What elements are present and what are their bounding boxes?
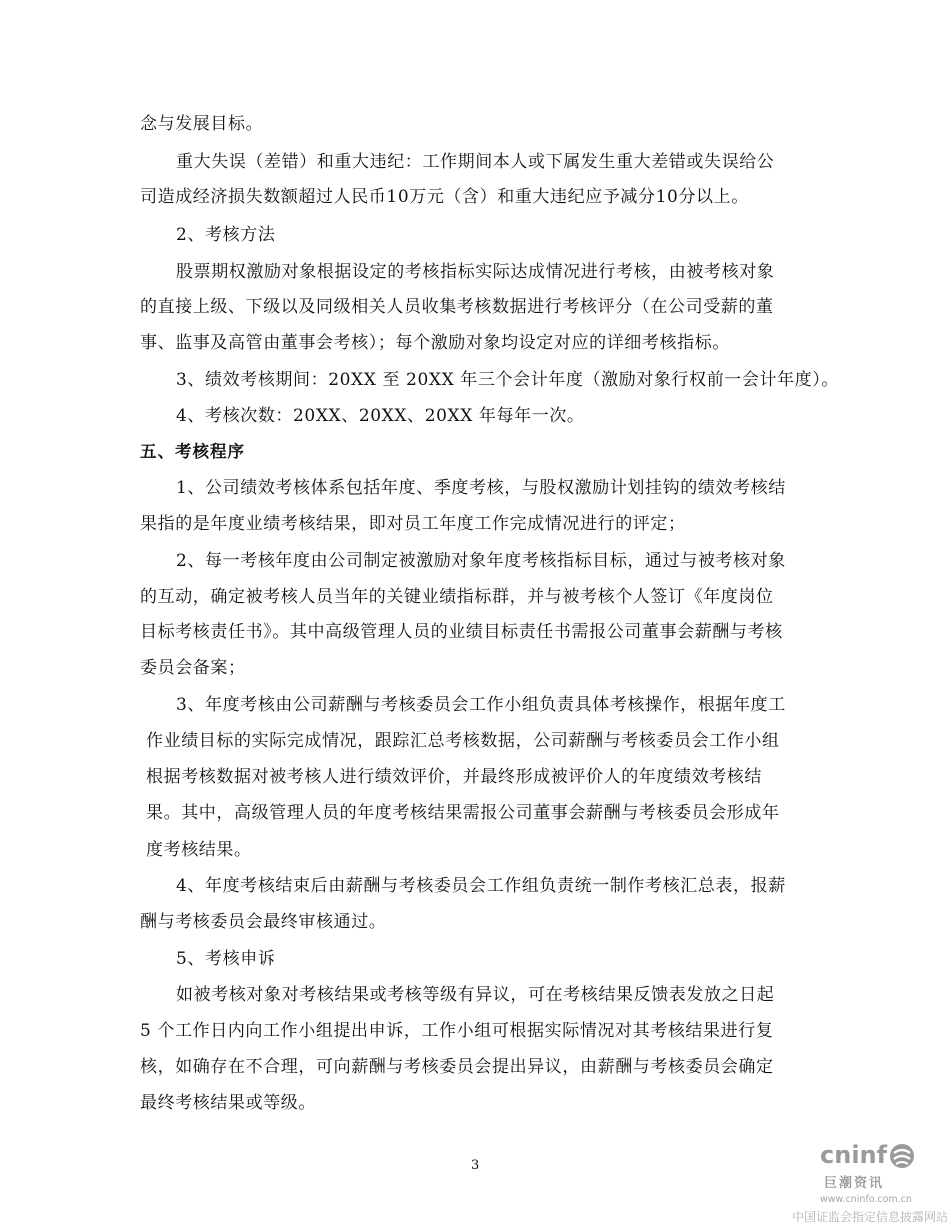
section-heading: 五、考核程序	[140, 442, 245, 461]
body-line: 委员会备案；	[140, 658, 246, 678]
body-line: 司造成经济损失数额超过人民币10万元（含）和重大违纪应予减分10分以上。	[140, 187, 749, 207]
watermark-brand: cninf	[820, 1141, 888, 1169]
body-line: 3、年度考核由公司薪酬与考核委员会工作小组负责具体考核操作，根据年度工	[176, 695, 786, 715]
cninfo-watermark	[790, 1138, 950, 1230]
body-line: 果指的是年度业绩考核结果，即对员工年度工作完成情况进行的评定；	[140, 514, 686, 534]
body-line: 的互动，确定被考核人员当年的关键业绩指标群，并与被考核个人签订《年度岗位	[140, 587, 774, 607]
body-line: 最终考核结果或等级。	[140, 1093, 316, 1113]
body-line: 4、年度考核结束后由薪酬与考核委员会工作组负责统一制作考核汇总表，报薪	[176, 876, 786, 896]
body-line: 4、考核次数：20XX、20XX、20XX 年每年一次。	[176, 406, 585, 426]
body-line: 事、监事及高管由董事会考核）；每个激励对象均设定对应的详细考核指标。	[140, 333, 730, 353]
cninfo-logo-icon	[888, 1142, 916, 1170]
body-line: 根据考核数据对被考核人进行绩效评价，并最终形成被评价人的年度绩效考核结	[146, 767, 762, 787]
body-line: 5、考核申诉	[176, 949, 276, 969]
body-line: 2、考核方法	[176, 225, 276, 245]
body-line: 2、每一考核年度由公司制定被激励对象年度考核指标目标，通过与被考核对象	[176, 551, 786, 571]
body-line: 目标考核责任书》。其中高级管理人员的业绩目标责任书需报公司董事会薪酬与考核	[140, 622, 783, 642]
body-line: 5 个工作日内向工作小组提出申诉，工作小组可根据实际情况对其考核结果进行复	[140, 1021, 774, 1041]
watermark-url: www.cninfo.com.cn	[820, 1194, 912, 1205]
body-line: 酬与考核委员会最终审核通过。	[140, 912, 387, 932]
body-line: 股票期权激励对象根据设定的考核指标实际达成情况进行考核，由被考核对象	[176, 262, 775, 282]
body-line: 度考核结果。	[146, 840, 252, 860]
page-number: 3	[471, 1158, 480, 1173]
body-line: 重大失误（差错）和重大违纪：工作期间本人或下属发生重大差错或失误给公	[176, 152, 775, 172]
body-line: 1、公司绩效考核体系包括年度、季度考核，与股权激励计划挂钩的绩效考核结	[176, 478, 786, 498]
body-line: 念与发展目标。	[140, 114, 264, 134]
body-line: 果。其中，高级管理人员的年度考核结果需报公司董事会薪酬与考核委员会形成年	[146, 803, 780, 823]
body-line: 的直接上级、下级以及同级相关人员收集考核数据进行考核评分（在公司受薪的董	[140, 297, 774, 317]
body-line: 核，如确存在不合理，可向薪酬与考核委员会提出异议，由薪酬与考核委员会确定	[140, 1057, 774, 1077]
watermark-brand-cn: 巨潮资讯	[824, 1176, 885, 1191]
body-line: 作业绩目标的实际完成情况，跟踪汇总考核数据，公司薪酬与考核委员会工作小组	[146, 731, 780, 751]
body-line: 3、绩效考核期间：20XX 至 20XX 年三个会计年度（激励对象行权前一会计年度）。	[176, 370, 839, 390]
body-line: 如被考核对象对考核结果或考核等级有异议，可在考核结果反馈表发放之日起	[176, 985, 775, 1005]
watermark-tagline: 中国证监会指定信息披露网站	[792, 1210, 949, 1224]
